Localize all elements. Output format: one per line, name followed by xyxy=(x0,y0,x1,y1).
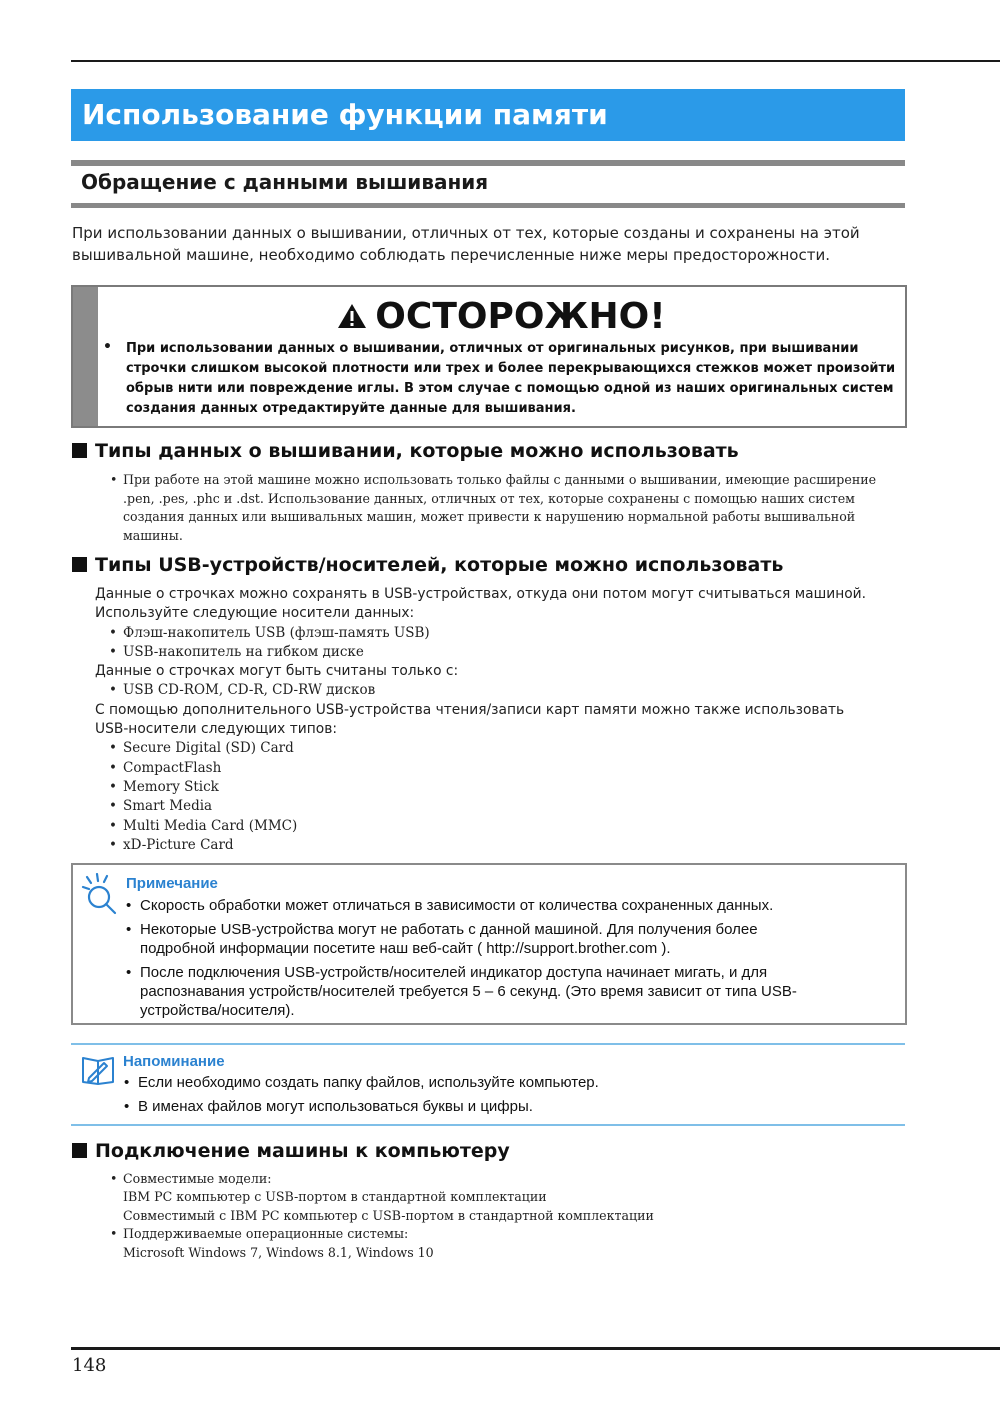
caution-line: обрыв нити или повреждение иглы. В этом случае с помощью одной из наших оригинальных систем xyxy=(126,381,894,396)
media-item: Флэш-накопитель USB (флэш-память USB) xyxy=(123,624,430,641)
list-item xyxy=(95,681,905,700)
note-line: подробной информации посетите наш веб-сайт ( http://support.brother.com ). xyxy=(140,940,671,957)
list-item xyxy=(110,471,900,545)
media-item: USB-накопитель на гибком диске xyxy=(123,643,364,660)
card-item: Smart Media xyxy=(123,798,213,815)
model-line: IBM PC компьютер с USB-портом в стандартной комплектации xyxy=(123,1189,547,1205)
list-item xyxy=(95,817,905,836)
media-item: USB CD-ROM, CD-R, CD-RW дисков xyxy=(123,682,376,699)
usb-section xyxy=(95,585,905,855)
page-number: 148 xyxy=(72,1355,107,1376)
os-line: Microsoft Windows 7, Windows 8.1, Windows 10 xyxy=(123,1244,434,1260)
memo-rule-top xyxy=(71,1043,905,1045)
usb-paragraph: Данные о строчках можно сохранять в USB-устройствах, откуда они потом могут считываться машиной. xyxy=(95,586,867,602)
list-line: машины. xyxy=(123,527,183,543)
caution-line: При использовании данных о вышивании, отличных от оригинальных рисунков, при вышивании xyxy=(126,341,859,356)
data-types-heading xyxy=(72,438,739,464)
list-item xyxy=(95,624,905,643)
bullet: • xyxy=(109,643,117,660)
intro-line: вышивальной машине, необходимо соблюдать перечисленные ниже меры предосторожности. xyxy=(72,246,830,264)
memo-label: Напоминание xyxy=(123,1053,225,1070)
usb-paragraph: Используйте следующие носители данных: xyxy=(95,605,415,622)
memo-pencil-icon xyxy=(80,1054,116,1086)
note-item xyxy=(126,896,901,915)
bullet: • xyxy=(110,1226,118,1242)
section-bar-top xyxy=(71,160,905,166)
note-line: Скорость обработки может отличаться в зависимости от количества сохраненных данных. xyxy=(140,897,774,914)
intro-paragraph xyxy=(72,222,902,266)
list-line: создания данных или вышивальных машин, может привести к нарушению нормальной работы вышивальной xyxy=(123,509,856,525)
bullet: • xyxy=(109,817,117,834)
square-bullet-icon xyxy=(72,557,87,572)
card-item: Secure Digital (SD) Card xyxy=(123,740,294,757)
bullet: • xyxy=(109,798,117,815)
chapter-title: Использование функции памяти xyxy=(71,89,905,141)
bullet: • xyxy=(109,759,117,776)
data-types-heading-text: Типы данных о вышивании, которые можно использовать xyxy=(95,440,739,462)
card-item: CompactFlash xyxy=(123,759,222,776)
list-item xyxy=(95,778,905,797)
note-line: Некоторые USB-устройства могут не работать с данной машиной. Для получения более xyxy=(140,921,758,938)
section-bar-bottom xyxy=(71,203,905,208)
list-line: .pen, .pes, .phc и .dst. Использование данных, отличных от тех, которые сохранены с помощью наших систем xyxy=(123,490,855,506)
note-box xyxy=(71,863,907,1025)
lightbulb-icon xyxy=(81,873,121,917)
bullet: • xyxy=(124,1098,130,1115)
bullet: • xyxy=(110,472,118,487)
note-list xyxy=(126,896,901,1025)
top-rule xyxy=(71,60,1000,62)
note-item xyxy=(126,920,901,958)
note-line: устройства/носителя). xyxy=(140,1002,295,1019)
note-line: После подключения USB-устройств/носителей индикатор доступа начинает мигать, и для xyxy=(140,964,768,981)
bullet: • xyxy=(126,964,132,981)
caution-bullet: • xyxy=(103,339,112,355)
bullet: • xyxy=(109,624,117,641)
intro-line: При использовании данных о вышивании, отличных от тех, которые созданы и сохранены на этой xyxy=(72,224,860,242)
note-label: Примечание xyxy=(126,875,218,892)
caution-side-bar xyxy=(73,287,98,426)
square-bullet-icon xyxy=(72,1143,87,1158)
list-item xyxy=(95,759,905,778)
list-line: При работе на этой машине можно использовать только файлы с данными о вышивании, имеющие расширение xyxy=(123,472,877,487)
list-item xyxy=(95,643,905,662)
usb-paragraph: С помощью дополнительного USB-устройства чтения/записи карт памяти можно также использовать xyxy=(95,701,845,718)
bullet: • xyxy=(126,897,132,914)
list-item xyxy=(95,797,905,816)
usb-heading-text: Типы USB-устройств/носителей, которые можно использовать xyxy=(95,554,784,576)
card-item: xD-Picture Card xyxy=(123,836,234,853)
caution-title-text: ОСТОРОЖНО! xyxy=(375,296,666,337)
memo-rule-bottom xyxy=(71,1124,905,1126)
model-line: Совместимый с IBM PC компьютер с USB-портом в стандартной комплектации xyxy=(123,1207,654,1223)
bullet: • xyxy=(124,1074,130,1091)
data-types-list xyxy=(110,471,900,545)
bullet: • xyxy=(126,921,132,938)
caution-box xyxy=(71,285,907,428)
pc-list xyxy=(110,1170,654,1262)
pc-heading xyxy=(72,1138,510,1164)
card-item: Multi Media Card (MMC) xyxy=(123,817,298,834)
list-item xyxy=(95,836,905,855)
caution-line: создания данных отредактируйте данные для вышивания. xyxy=(126,401,576,416)
note-item xyxy=(126,963,901,1020)
note-line: распознавания устройств/носителей требуется 5 – 6 секунд. (Это время зависит от типа USB- xyxy=(140,983,797,1000)
bullet: • xyxy=(109,740,117,757)
caution-line: строчки слишком высокой плотности или трех и более перекрывающихся стежков может произойти xyxy=(126,361,896,376)
bullet: • xyxy=(109,682,117,699)
square-bullet-icon xyxy=(72,443,87,458)
caution-text xyxy=(126,339,904,419)
list-item xyxy=(110,1170,654,1225)
memo-list xyxy=(124,1073,899,1121)
models-label: Совместимые модели: xyxy=(123,1171,272,1186)
warning-icon xyxy=(337,302,367,330)
memo-text: Если необходимо создать папку файлов, используйте компьютер. xyxy=(138,1074,599,1091)
card-item: Memory Stick xyxy=(123,778,219,795)
memo-item xyxy=(124,1097,899,1116)
memo-text: В именах файлов могут использоваться буквы и цифры. xyxy=(138,1098,533,1115)
caution-title xyxy=(98,295,905,339)
bullet: • xyxy=(110,1171,118,1186)
memo-item xyxy=(124,1073,899,1092)
bullet: • xyxy=(109,778,117,795)
bottom-rule xyxy=(71,1347,1000,1350)
list-item xyxy=(95,739,905,758)
bullet: • xyxy=(109,836,117,853)
section-title: Обращение с данными вышивания xyxy=(81,170,489,194)
pc-heading-text: Подключение машины к компьютеру xyxy=(95,1140,510,1162)
usb-heading xyxy=(72,552,783,578)
usb-paragraph: Данные о строчках могут быть считаны только с: xyxy=(95,663,459,680)
list-item xyxy=(110,1225,654,1262)
os-label: Поддерживаемые операционные системы: xyxy=(123,1226,409,1242)
usb-paragraph: USB-носители следующих типов: xyxy=(95,721,337,738)
